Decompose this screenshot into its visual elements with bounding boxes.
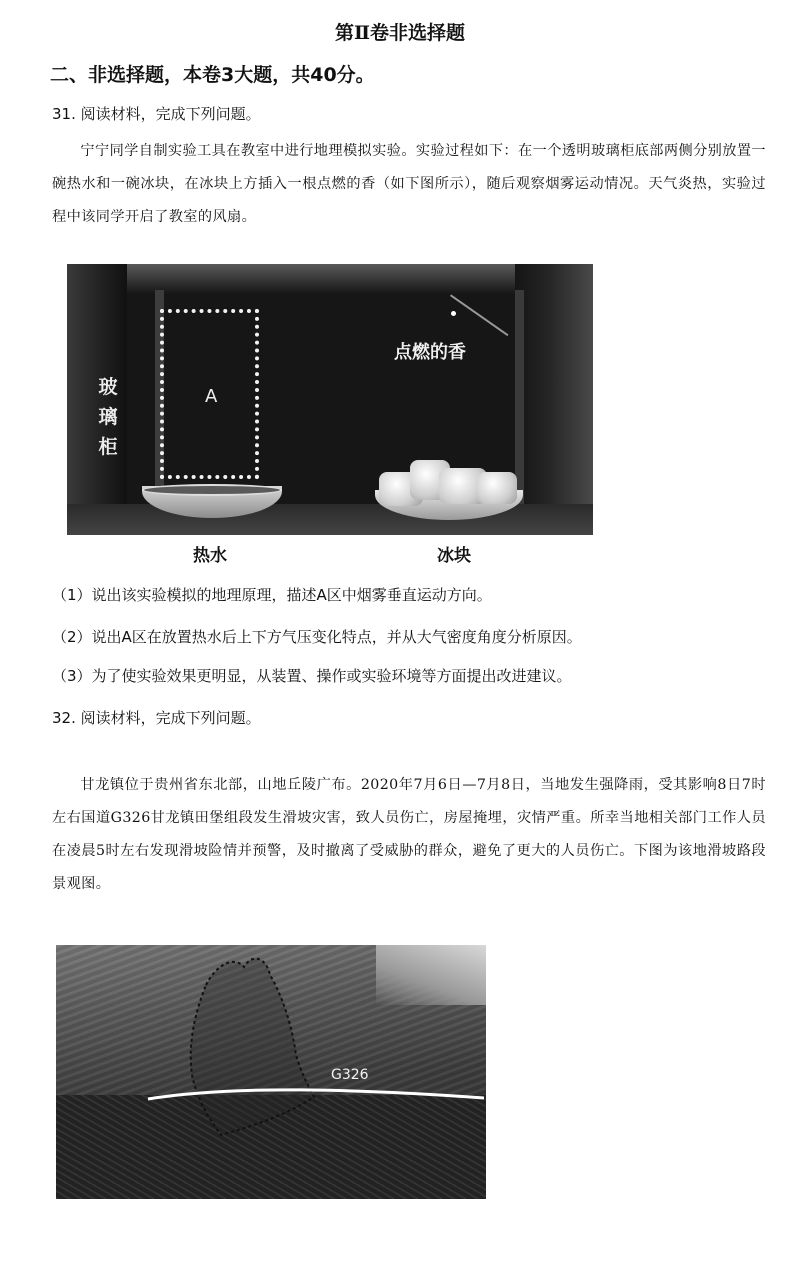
landslide-outline	[191, 959, 314, 1135]
cabinet-right-edge	[515, 264, 593, 535]
ice-caption: 冰块	[437, 546, 471, 566]
area-a-label: A	[205, 386, 218, 407]
section-heading: 二、非选择题，本卷3大题，共40分。	[50, 64, 375, 86]
question-31-sub-3: （3）为了使实验效果更明显，从装置、操作或实验环境等方面提出改进建议。	[52, 667, 572, 685]
experiment-photo	[67, 264, 593, 535]
incense-label: 点燃的香	[394, 342, 466, 363]
landslide-overlay	[56, 945, 486, 1199]
incense-stick	[450, 294, 508, 336]
hot-water-surface	[142, 484, 282, 496]
incense-tip	[451, 311, 456, 316]
question-31-material: 宁宁同学自制实验工具在教室中进行地理模拟实验。实验过程如下：在一个透明玻璃柜底部两侧分别放置一碗热水和一碗冰块，在冰块上方插入一根点燃的香（如下图所示），随后观察烟雾运动情况。天气炎热，实验过程中该同学开启了教室的风扇。	[52, 143, 767, 225]
hot-water-caption: 热水	[193, 546, 227, 566]
question-32-heading: 32. 阅读材料，完成下列问题。	[52, 709, 261, 727]
question-31-sub-1: （1）说出该实验模拟的地理原理，描述A区中烟雾垂直运动方向。	[52, 586, 492, 604]
ice-cube	[477, 472, 517, 504]
question-31-sub-2: （2）说出A区在放置热水后上下方气压变化特点，并从大气密度角度分析原因。	[52, 628, 582, 646]
road-label: G326	[331, 1067, 369, 1083]
question-31-heading: 31. 阅读材料，完成下列问题。	[52, 105, 261, 123]
question-32-material: 甘龙镇位于贵州省东北部，山地丘陵广布。2020年7月6日—7月8日，当地发生强降雨，受其影响8日7时左右国道G326甘龙镇田堡组段发生滑坡灾害，致人员伤亡，房屋掩埋，灾情严重。所幸当地相关部门工作人员在凌晨5时左右发现滑坡险情并预警，及时撤离了受威胁的群众，避免了更大的人员伤亡。下图为该地滑坡路段景观图。	[52, 777, 766, 892]
part-title: 第Ⅱ卷非选择题	[334, 22, 465, 44]
glass-cabinet-label: 玻璃柜	[98, 376, 118, 458]
cabinet-floor	[67, 504, 593, 535]
landslide-photo	[56, 945, 486, 1199]
